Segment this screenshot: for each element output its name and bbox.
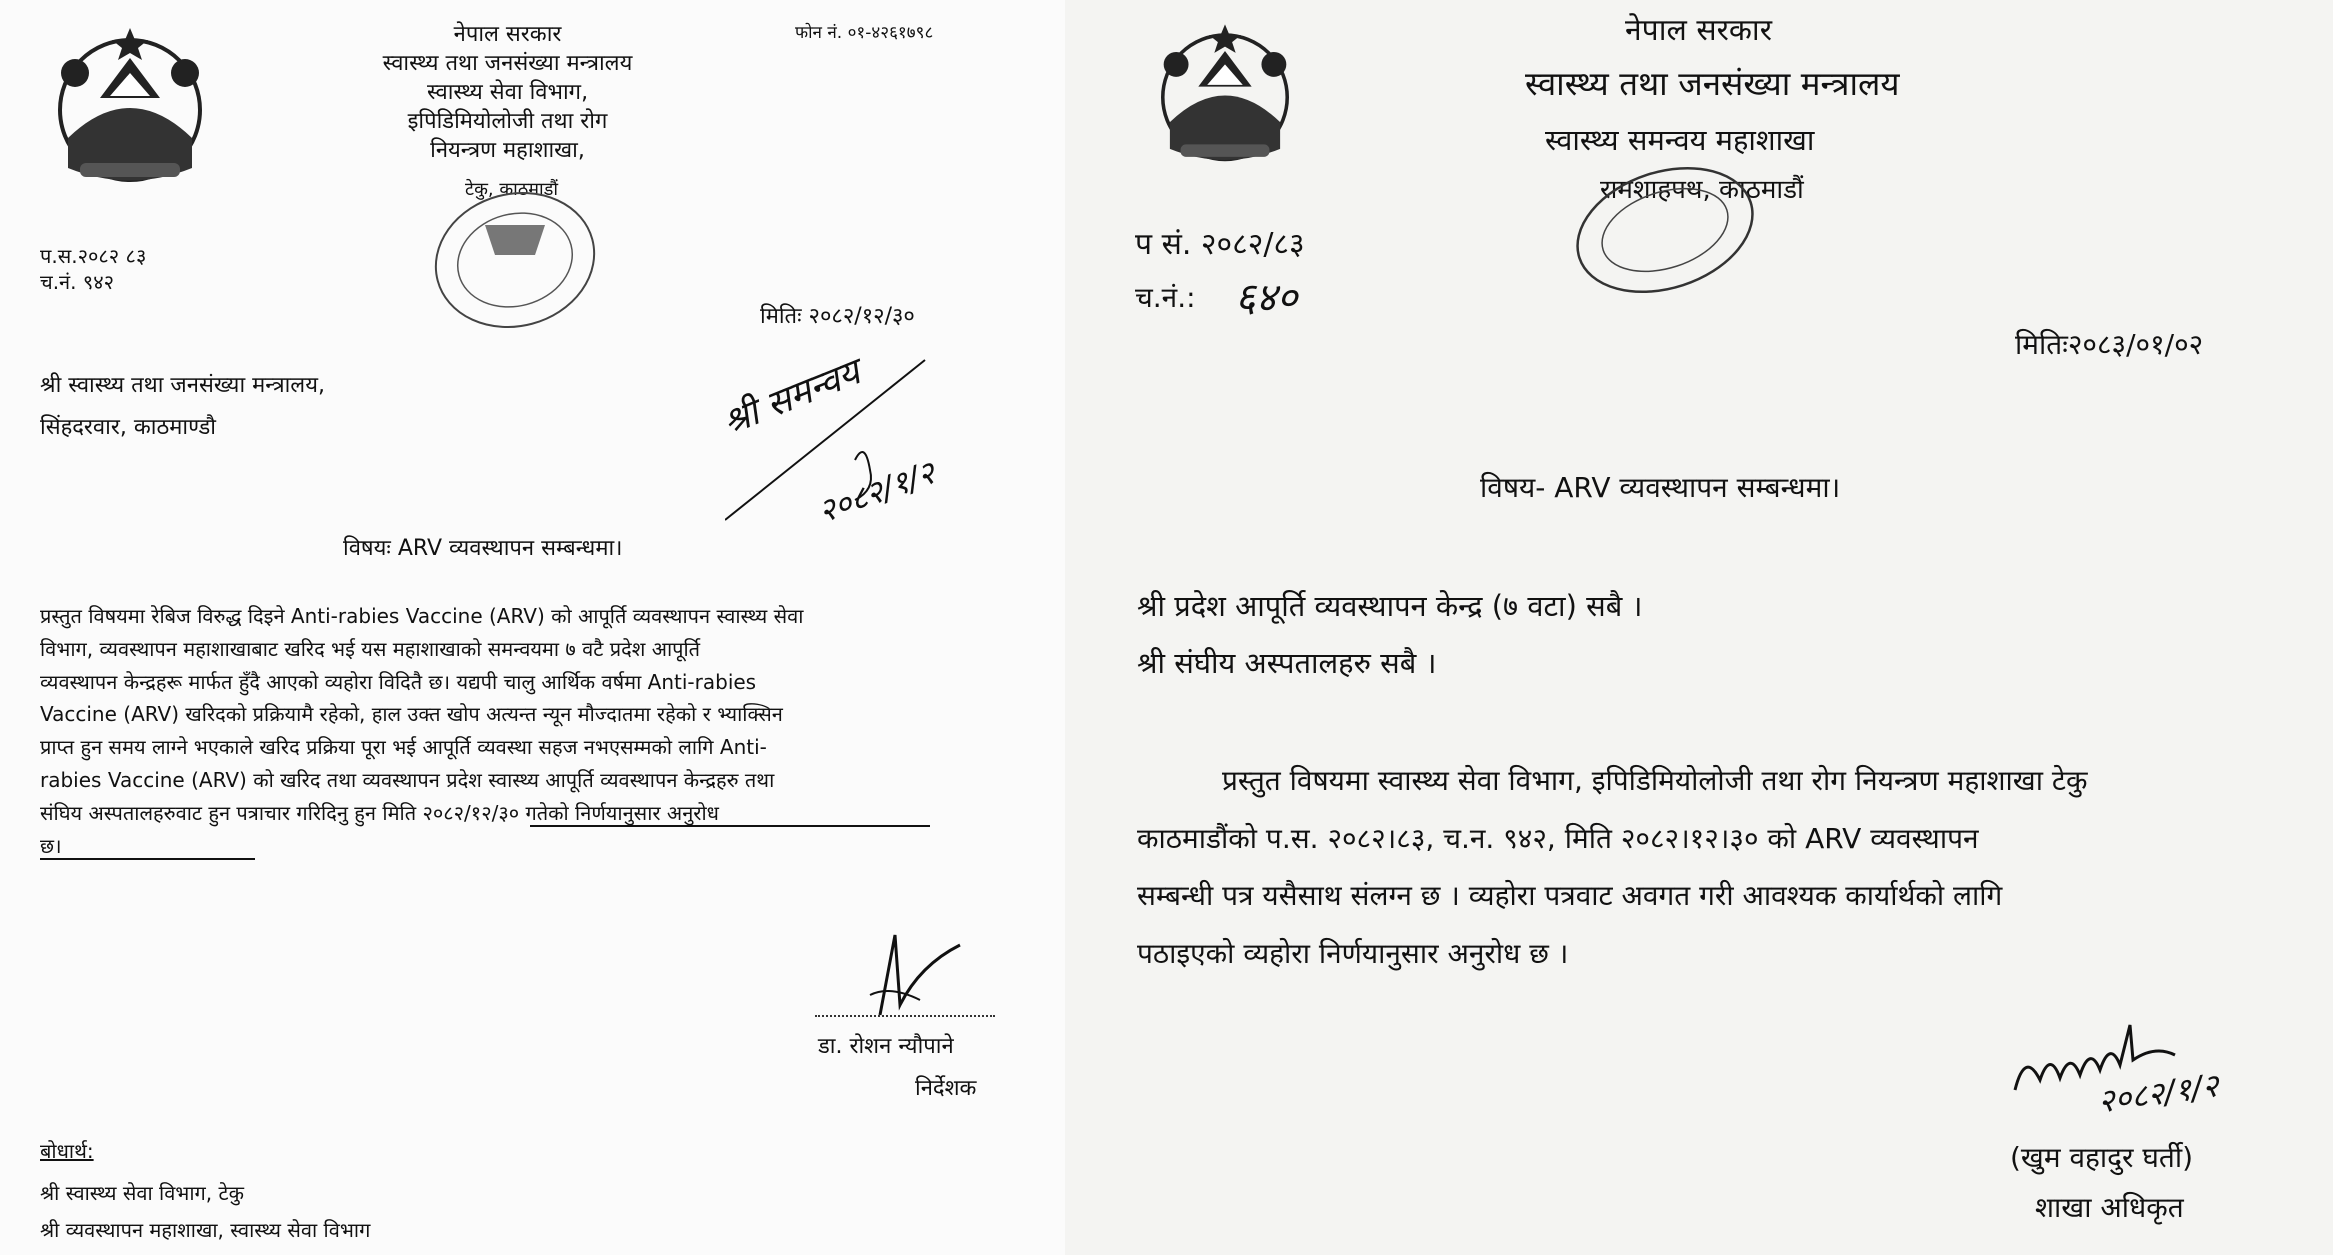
- body-line: rabies Vaccine (ARV) को खरिद तथा व्यवस्थापन प्रदेश स्वास्थ्य आपूर्ति व्यवस्थापन केन्द्रहरु तथा: [40, 767, 775, 792]
- nepal-emblem-icon: [1145, 8, 1305, 183]
- margin-note-handwritten: श्री समन्वय: [717, 351, 866, 444]
- dispatch-number: च.नं. ९४२: [40, 270, 115, 294]
- cc-heading: बोधार्थ:: [40, 1139, 94, 1163]
- recipient-line: श्री प्रदेश आपूर्ति व्यवस्थापन केन्द्र (७ वटा) सबै ।: [1137, 589, 1643, 623]
- reference-number: प सं. २०८२/८३: [1135, 227, 1305, 262]
- body-line: विभाग, व्यवस्थापन महाशाखाबाट खरिद भई यस महाशाखाको समन्वयमा ७ वटै प्रदेश आपूर्ति: [40, 636, 701, 661]
- letter-left: [0, 0, 1065, 1255]
- cc-list: [40, 1175, 370, 1249]
- body-line: व्यवस्थापन केन्द्रहरू मार्फत हुँदै आएको व्यहोरा विदितै छ। यद्यपी चालु आर्थिक वर्षमा Anti-rabies: [40, 669, 757, 694]
- nepal-emblem-icon: [40, 18, 220, 198]
- header-line: नेपाल सरकार: [453, 22, 562, 47]
- letter-date: मितिः२०८३/०१/०२: [2015, 328, 2204, 361]
- header-line-location: टेकु, काठमाडौं: [465, 179, 559, 200]
- signature-date-handwritten: २०८२/१/२: [2095, 1066, 2221, 1121]
- body-line: छ।: [40, 833, 62, 858]
- signatory-title: शाखा अधिकृत: [2035, 1191, 2184, 1224]
- signatory-name: डा. रोशन न्यौपाने: [818, 1034, 954, 1059]
- body-line: संघिय अस्पतालहरुवाट हुन पत्राचार गरिदिनु हुन मिति २०८२/१२/३० गतेको निर्णयानुसार अनुरोध: [40, 800, 719, 825]
- header-line: नेपाल सरकार: [1625, 13, 1772, 48]
- office-stamp-icon: [425, 185, 605, 335]
- body-line: प्रस्तुत विषयमा स्वास्थ्य सेवा विभाग, इपिडिमियोलोजी तथा रोग नियन्त्रण महाशाखा टेकु: [1222, 764, 2088, 797]
- body-line: प्रस्तुत विषयमा रेबिज विरुद्ध दिइने Anti-rabies Vaccine (ARV) को आपूर्ति व्यवस्थापन स्वास्थ्य सेवा: [40, 604, 804, 628]
- underline-mark: [530, 825, 930, 827]
- recipients-list: [1137, 578, 1642, 692]
- body-paragraph: [40, 600, 995, 862]
- body-line: सम्बन्धी पत्र यसैसाथ संलग्न छ । व्यहोरा पत्रवाट अवगत गरी आवश्यक कार्यार्थको लागि: [1137, 879, 2003, 912]
- phone-number: फोन नं. ०१-४२६१७९८: [795, 23, 934, 43]
- body-line: काठमाडौंको प.स. २०८२।८३, च.न. ९४२, मिति २०८२।१२।३० को ARV व्यवस्थापन: [1137, 821, 1979, 855]
- cc-line: श्री व्यवस्थापन महाशाखा, स्वास्थ्य सेवा विभाग: [40, 1218, 371, 1242]
- header-line: स्वास्थ्य सेवा विभाग,: [426, 80, 589, 105]
- addressee-block: [40, 365, 325, 449]
- signature-dotted-line: [815, 1015, 995, 1017]
- signatory-title: निर्देशक: [915, 1076, 977, 1101]
- recipient-line: श्री संघीय अस्पतालहरु सबै ।: [1137, 646, 1437, 680]
- subject-line: विषयः ARV व्यवस्थापन सम्बन्धमा।: [343, 536, 623, 561]
- dispatch-label: च.नं.:: [1135, 281, 1196, 314]
- subject-line: विषय- ARV व्यवस्थापन सम्बन्धमा।: [1480, 471, 1841, 504]
- letter-right: [1065, 0, 2333, 1255]
- header-line: स्वास्थ्य तथा जनसंख्या मन्त्रालय: [1525, 64, 1900, 103]
- addressee-line: श्री स्वास्थ्य तथा जनसंख्या मन्त्रालय,: [40, 373, 325, 398]
- body-line: Vaccine (ARV) खरिदको प्रक्रियामै रहेको, हाल उक्त खोप अत्यन्त न्यून मौज्दातमा रहेको र भ्याक्सिन: [40, 702, 783, 727]
- letter-date: मितिः २०८२/१२/३०: [760, 304, 915, 329]
- reference-number: प.स.२०८२ ८३: [40, 244, 147, 268]
- addressee-line: सिंहदरवार, काठमाण्डौ: [40, 415, 216, 440]
- dispatch-number: ६४०: [1235, 275, 1298, 321]
- body-line: पठाइएको व्यहोरा निर्णयानुसार अनुरोध छ ।: [1137, 936, 1569, 970]
- signature-director-icon: [850, 925, 970, 1035]
- signatory-name: (खुम वहादुर घर्ती): [2010, 1141, 2194, 1174]
- header-block: [365, 20, 650, 165]
- body-line: प्राप्त हुन समय लाग्ने भएकाले खरिद प्रक्रिया पूरा भई आपूर्ति व्यवस्था सहज नभएसम्मको लागि Anti-: [40, 735, 767, 760]
- cc-line: श्री स्वास्थ्य सेवा विभाग, टेकु: [40, 1181, 244, 1205]
- underline-mark: [40, 858, 255, 860]
- header-line: रामशाहपथ, काठमाडौं: [1600, 175, 1804, 205]
- body-paragraph: [1137, 752, 2333, 982]
- header-line: नियन्त्रण महाशाखा,: [430, 138, 585, 163]
- header-line: स्वास्थ्य समन्वय महाशाखा: [1545, 123, 1815, 157]
- office-stamp-icon: [1565, 160, 1765, 300]
- header-line: स्वास्थ्य तथा जनसंख्या मन्त्रालय: [382, 51, 633, 76]
- header-line: इपिडिमियोलोजी तथा रोग: [407, 109, 608, 134]
- margin-note-date-handwritten: २०८२/१/२: [813, 453, 941, 531]
